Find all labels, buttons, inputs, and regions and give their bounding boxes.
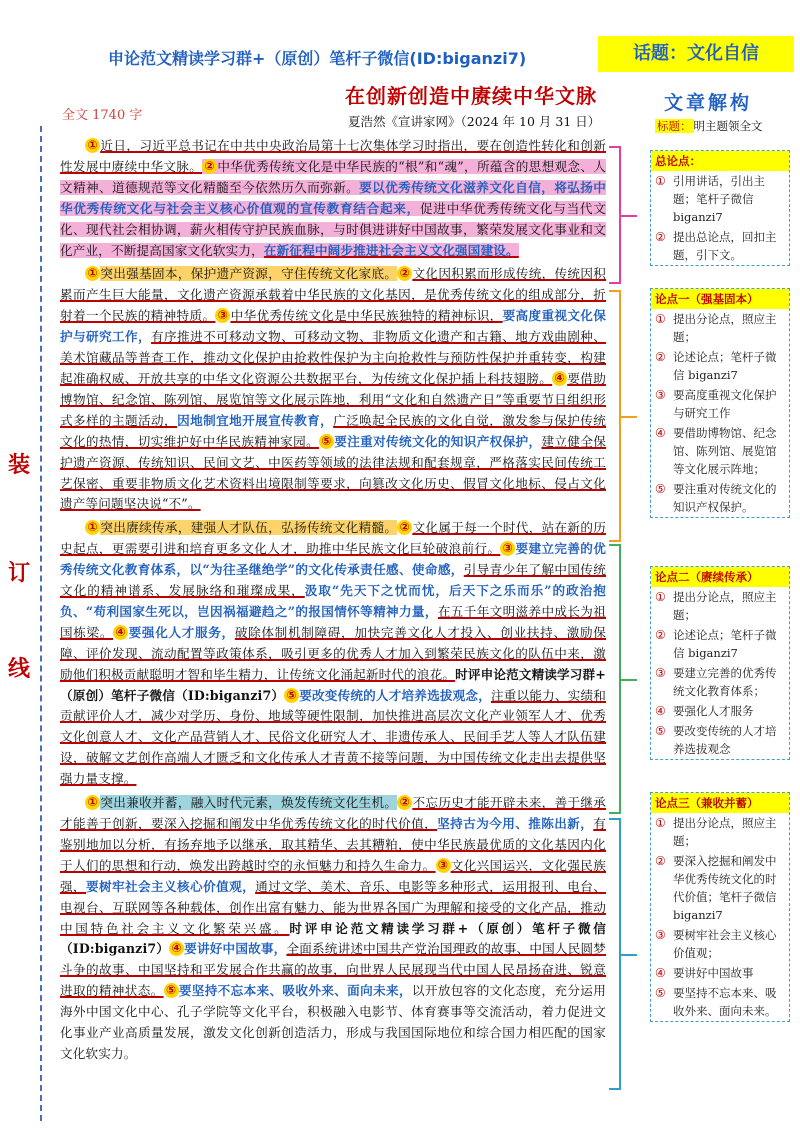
outline-item-number: ① bbox=[655, 312, 666, 326]
outline-item-text: 提出分论点，照应主题； bbox=[673, 816, 777, 848]
outline-item-text: 要建立完善的优秀传统文化教育体系； bbox=[673, 666, 777, 698]
marker: ④ bbox=[552, 371, 567, 386]
word-count: 全文 1740 字 bbox=[62, 108, 143, 123]
marker: ① bbox=[85, 520, 100, 535]
sidebar-title: 文章解构 bbox=[664, 92, 753, 114]
section-bracket-intro bbox=[609, 146, 621, 284]
point-heading: 突出兼收并蓄，融入时代元素，焕发传统文化生机。 bbox=[100, 795, 398, 811]
marker: ② bbox=[397, 520, 412, 535]
promo-inline: 时评申论范文精读学习群+（原创）笔杆子微信（ID:biganzi7） bbox=[60, 666, 606, 703]
key-phrase: 在新征程中阔步推进社会主义文化强国建设。 bbox=[263, 242, 519, 258]
point-heading: 突出赓续传承，建强人才队伍，弘扬传统文化精髓。 bbox=[100, 520, 398, 536]
outline-item-number: ③ bbox=[655, 928, 666, 942]
outline-item bbox=[651, 625, 789, 663]
key-phrase: 要坚持不忘本来、吸收外来、面向未来， bbox=[178, 983, 412, 999]
outline-item bbox=[651, 813, 789, 851]
outline-item-text: 提出分论点，照应主题； bbox=[673, 312, 777, 344]
marker: ⑤ bbox=[164, 983, 179, 998]
paragraph-point-3 bbox=[60, 793, 606, 1065]
marker: ⑤ bbox=[284, 688, 299, 703]
outline-box-point-1 bbox=[650, 288, 790, 518]
outline-item bbox=[651, 963, 789, 983]
paragraph-point-2 bbox=[60, 518, 606, 790]
key-phrase: 要树牢社会主义核心价值观， bbox=[86, 878, 256, 894]
text-run: 近日，习近平总书记在中共中央政治局第十七次集体学习时指出，要在创造性转化和创新性发展中赓续中华文脉。 bbox=[60, 138, 606, 174]
key-phrase: 要改变传统的人才培养选拔观念， bbox=[299, 687, 491, 703]
outline-item-number: ② bbox=[655, 230, 666, 244]
marker: ④ bbox=[169, 941, 184, 956]
section-bracket-point-3 bbox=[609, 818, 621, 1090]
outline-item bbox=[651, 663, 789, 701]
section-bracket-point-2 bbox=[609, 544, 621, 814]
promo-inline: 时评申论范文精读学习群+（原创）笔杆子微信（ID:biganzi7） bbox=[60, 920, 607, 957]
text-run: 引导青少年了解中国传统文化的精神谱系、发展脉络和璀璨成果， bbox=[60, 562, 606, 599]
outline-box-heading: 论点一（强基固本） bbox=[651, 289, 789, 309]
outline-item-number: ⑤ bbox=[655, 482, 666, 496]
page-header bbox=[0, 36, 800, 74]
text-run: 有序推进不可移动文物、可移动文物、非物质文化遗产和古籍、地方戏曲剧种、美术馆藏品等普查工作，推动文化保护由抢救性保护为主向抢救性与预防性保护并重转变，构建起准确权威、开放共享的中华文化资源公共数据平台，为传统文化保护插上科技翅膀。 bbox=[60, 329, 606, 386]
outline-item-number: ② bbox=[655, 854, 666, 868]
text-run: 建立健全保护遗产资源、传统知识、民间文艺、中医药等领域的法律法规和配套规章，严格落实民间传统工艺保密、重要非物质文化艺术资料出境限制等要求，向篡改文化历史、假冒文化地标、侵占文化遗产等问题坚决说“不”。 bbox=[60, 433, 607, 512]
text-run: 以开放包容的文化态度，充分运用海外中国文化中心、孔子学院等文化平台，积极融入电影节、体育赛事等交流活动，着力促进文化事业产业高质量发展，激发文化创新创造活力，形成与我国国际地位和综合国力相匹配的国家文化软实力。 bbox=[60, 983, 606, 1061]
outline-item-text: 要注重对传统文化的知识产权保护。 bbox=[673, 482, 777, 514]
binding-char-1: 装 bbox=[7, 452, 30, 478]
key-phrase: 要强化人才服务， bbox=[128, 624, 235, 640]
outline-item-number: ① bbox=[655, 590, 666, 604]
paragraph-intro bbox=[60, 136, 606, 261]
outline-item-number: ④ bbox=[655, 704, 666, 718]
outline-item-number: ① bbox=[655, 816, 666, 830]
binding-char-2: 订 bbox=[7, 560, 30, 586]
marker: ③ bbox=[436, 858, 451, 873]
text-run: 促进中华优秀传统文化与当代文化、现代社会相协调，薪火相传守护民族血脉，与时俱进讲好中国故事，繁荣发展文化事业和文化产业，不断提高国家文化软实力， bbox=[60, 200, 606, 258]
marker: ② bbox=[397, 266, 412, 281]
outline-item bbox=[651, 479, 789, 517]
outline-item-number: ③ bbox=[655, 666, 666, 680]
text-run: 要借助博物馆、纪念馆、陈列馆、展览馆等文化展示阵地，利用“文化和自然遗产日”等重要节日组织形式多样的主题活动， bbox=[60, 370, 606, 428]
text-run: 不忘历史才能开辟未来，善于继承才能善于创新，要深入挖掘和阐发中华优秀传统文化的时代价值， bbox=[60, 795, 607, 831]
binding-char-3: 线 bbox=[7, 656, 30, 682]
text-run: 有鉴别地加以分析，有扬弃地予以继承，取其精华、去其糟粕，使中华民族最优质的文化基因内化于人们的思想和行动，焕发出跨越时空的永恒魅力和持久生命力。 bbox=[60, 816, 606, 873]
outline-item-text: 要借助博物馆、纪念馆、陈列馆、展览馆等文化展示阵地； bbox=[673, 426, 777, 476]
outline-item bbox=[651, 587, 789, 625]
binding-line bbox=[40, 126, 42, 1121]
outline-item bbox=[651, 851, 789, 925]
article-byline: 夏浩然《宣讲家网》（2024 年 10 月 31 日） bbox=[348, 114, 601, 129]
outline-item bbox=[651, 227, 789, 265]
outline-box-heading: 论点三（兼收并蓄） bbox=[651, 793, 789, 813]
key-phrase: 要注重对传统文化的知识产权保护， bbox=[334, 433, 542, 449]
key-phrase: 要讲好中国故事， bbox=[184, 941, 287, 957]
article-title: 在创新创造中赓续中华文脉 bbox=[345, 84, 597, 108]
text-run: 在五千年文明滋养中成长为祖国栋梁。 bbox=[60, 603, 606, 640]
outline-item bbox=[651, 423, 789, 479]
outline-box-heading: 论点二（赓续传承） bbox=[651, 567, 789, 587]
outline-item bbox=[651, 925, 789, 963]
outline-item-text: 论述论点；笔杆子微信 biganzi7 bbox=[673, 350, 777, 382]
outline-item-text: 要高度重视文化保护与研究工作 bbox=[673, 388, 777, 420]
text-run: 广泛唤起全民族的文化自觉，激发参与保护传统文化的热情，切实维护好中华民族精神家园。 bbox=[60, 412, 606, 449]
marker: ① bbox=[85, 138, 100, 153]
outline-item bbox=[651, 385, 789, 423]
marker: ② bbox=[202, 159, 217, 174]
outline-box-point-2 bbox=[650, 566, 790, 760]
marker: ② bbox=[397, 795, 412, 810]
key-phrase: 汲取“先天下之忧而忧，后天下之乐而乐”的政治抱负、“苟利国家生死以，岂因祸福避趋之”的报国情怀等精神力量， bbox=[60, 583, 606, 619]
key-phrase: 要建立完善的优秀传统文化教育体系，以“为往圣继绝学”的文化传承责任感、使命感， bbox=[60, 541, 606, 578]
outline-item bbox=[651, 983, 789, 1021]
outline-box-point-3 bbox=[650, 792, 790, 1022]
point-heading: 突出强基固本，保护遗产资源，守住传统文化家底。 bbox=[100, 266, 398, 282]
outline-item-number: ④ bbox=[655, 966, 666, 980]
marker: ③ bbox=[215, 308, 230, 323]
text-run: 中华优秀传统文化是中华民族独特的精神标识， bbox=[230, 308, 503, 324]
key-phrase: 要以优秀传统文化滋养文化自信，将弘扬中华优秀传统文化与社会主义核心价值观的宣传教育结合起来， bbox=[60, 179, 606, 216]
outline-item-text: 要改变传统的人才培养选拔观念 bbox=[673, 724, 777, 756]
outline-item-text: 要讲好中国故事 bbox=[673, 966, 754, 980]
outline-item-text: 论述论点；笔杆子微信 biganzi7 bbox=[673, 628, 777, 660]
text-run: 中华优秀传统文化是中华民族的“根”和“魂”，所蕴含的思想观念、人文精神、道德规范等文化精髓至今依然历久而弥新。 bbox=[60, 158, 606, 195]
outline-item-number: ② bbox=[655, 350, 666, 364]
outline-item-number: ⑤ bbox=[655, 986, 666, 1000]
outline-item-number: ⑤ bbox=[655, 724, 666, 738]
marker: ④ bbox=[113, 625, 128, 640]
marker: ⑤ bbox=[319, 434, 334, 449]
outline-item-text: 提出分论点，照应主题； bbox=[673, 590, 777, 622]
outline-box-intro bbox=[650, 150, 790, 266]
outline-item-number: ② bbox=[655, 628, 666, 642]
outline-item-text: 要树牢社会主义核心价值观； bbox=[673, 928, 777, 960]
key-phrase: 要高度重视文化保护与研究工作， bbox=[60, 308, 606, 345]
header-promo-text: 申论范文精读学习群+（原创）笔杆子微信(ID:biganzi7) bbox=[108, 49, 527, 68]
outline-item bbox=[651, 347, 789, 385]
subtitle-tag: 标题： bbox=[657, 119, 692, 133]
outline-box-heading: 总论点： bbox=[651, 151, 789, 171]
text-run: 文化兴国运兴，文化强民族强， bbox=[60, 857, 606, 894]
outline-item-number: ③ bbox=[655, 388, 666, 402]
outline-item-text: 要强化人才服务 bbox=[673, 704, 754, 718]
marker: ① bbox=[85, 795, 100, 810]
text-run: 通过文学、美术、音乐、电影等多种形式，运用报刊、电台、电视台、互联网等各种载体，创作出富有魅力、能为世界各国广为理解和接受的文化产品，推动中国特色社会主义文化繁荣兴盛。 bbox=[60, 878, 606, 936]
text-run: 文化属于每一个时代，站在新的历史起点，更需要引进和培育更多文化人才，助推中华民族文化巨轮破浪前行。 bbox=[60, 520, 607, 557]
outline-item bbox=[651, 309, 789, 347]
outline-item bbox=[651, 721, 789, 759]
paragraph-point-1 bbox=[60, 264, 606, 515]
outline-item-number: ④ bbox=[655, 426, 666, 440]
sidebar-subtitle bbox=[655, 118, 763, 134]
key-phrase: 坚持古为今用、推陈出新， bbox=[437, 816, 594, 831]
outline-item bbox=[651, 701, 789, 721]
outline-item-text: 要深入挖掘和阐发中华优秀传统文化的时代价值；笔杆子微信 biganzi7 bbox=[673, 854, 777, 922]
key-phrase: 因地制宜地开展宣传教育， bbox=[177, 412, 334, 428]
section-bracket-point-1 bbox=[609, 290, 621, 542]
marker: ③ bbox=[500, 541, 515, 556]
outline-item-number: ① bbox=[655, 174, 666, 188]
marker: ① bbox=[85, 266, 100, 281]
topic-badge: 话题：文化自信 bbox=[598, 36, 794, 72]
outline-item-text: 要坚持不忘本来、吸收外来、面向未来。 bbox=[673, 986, 777, 1018]
subtitle-text: 明主题领全文 bbox=[693, 119, 763, 133]
outline-item-text: 提出总论点，回扣主题，引下文。 bbox=[673, 230, 777, 262]
text-run: 文化因积累而形成传统，传统因积累而产生巨大能量，文化遗产资源承载着中华民族的文化基因，是优秀传统文化的组成部分，折射着一个民族的精神特质。 bbox=[60, 266, 607, 324]
outline-item-text: 引用讲话，引出主题；笔杆子微信 biganzi7 bbox=[673, 174, 765, 224]
text-run: 全面系统讲述中国共产党治国理政的故事、中国人民圆梦斗争的故事、中国坚持和平发展合作共赢的故事，向世界人民展现当代中国人民昂扬奋进、锐意进取的精神状态。 bbox=[60, 941, 607, 999]
text-run: 破除体制机制障碍，加快完善文化人才投入、创业扶持、激励保障、评价发现、流动配置等政策体系，吸引更多的优秀人才加入到繁荣民族文化的队伍中来，激励他们积极贡献聪明才智和毕生精力，让传统文化涌起新时代的浪花。 bbox=[60, 624, 607, 682]
text-run: 注重以能力、实绩和贡献评价人才，减少对学历、身份、地域等硬性限制，加快推进高层次文化产业领军人才、优秀文化创意人才、文化产品营销人才、民俗文化研究人才、非遗传承人、民间手艺人等人才队伍建设，破解文艺创作高端人才匮乏和文化传承人才青黄不接等问题，为中国传统文化走出去提供坚强力量支撑。 bbox=[60, 687, 606, 787]
outline-item bbox=[651, 171, 789, 227]
article-body bbox=[60, 136, 606, 1068]
